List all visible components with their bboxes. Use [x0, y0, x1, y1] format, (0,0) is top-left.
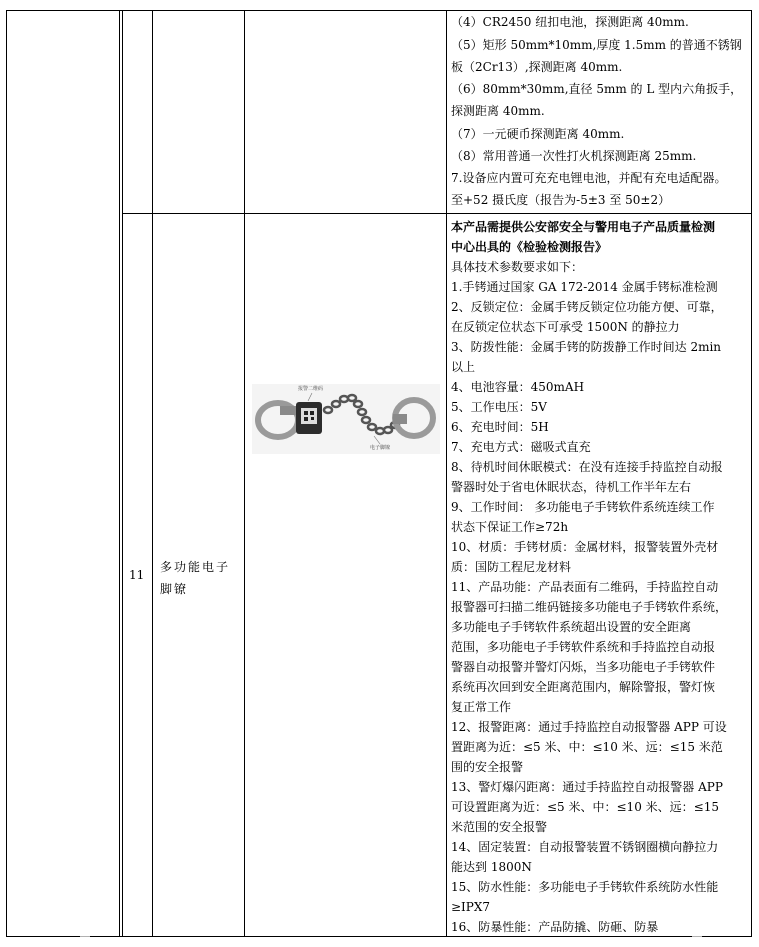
row-number: 11 [129, 568, 145, 582]
table-top-border [6, 10, 752, 11]
spec-line: 15、防水性能：多功能电子手铐软件系统防水性能 [451, 880, 719, 894]
product-name [160, 556, 230, 600]
report-requirement-heading: 本产品需提供公安部安全与警用电子产品质量检测 [451, 220, 716, 234]
column-divider-number [152, 10, 153, 936]
spec-line: （8）常用普通一次性打火机探测距离 25mm. [451, 149, 697, 163]
spec-line: 可设置距离为近：≤5 米、中：≤10 米、远：≤15 [451, 800, 719, 814]
product-name-line: 多功能电子 [160, 560, 231, 574]
spec-line: （4）CR2450 纽扣电池，探测距离 40mm. [451, 15, 689, 29]
spec-line: ≥IPX7 [451, 900, 491, 914]
spec-line: 米范围的安全报警 [451, 820, 548, 834]
image-label-shackle: 电子脚镣 [370, 445, 391, 451]
spec-line: 板（2Cr13）,探测距离 40mm. [451, 60, 623, 74]
spec-line: 7、充电方式：磁吸式直充 [451, 440, 591, 454]
spec-line: 状态下保证工作≥72h [451, 520, 569, 534]
table-double-border-left [119, 10, 120, 936]
spec-line: 复正常工作 [451, 700, 512, 714]
spec-line: 报警器可扫描二维码链接多功能电子手铐软件系统， [451, 600, 728, 614]
spec-line: 警器时处于省电休眠状态，待机工作半年左右 [451, 480, 692, 494]
spec-line: 警器自动报警并警灯闪烁，当多功能电子手铐软件 [451, 660, 716, 674]
spec-line: 具体技术参数要求如下： [451, 260, 584, 274]
spec-line: 能达到 1800N [451, 860, 532, 874]
product-image [252, 384, 440, 454]
spec-line: 以上 [451, 360, 476, 374]
spec-line: 16、防暴性能：产品防撬、防砸、防暴 [451, 920, 659, 934]
report-requirement-heading: 中心出具的《检验检测报告》 [451, 240, 608, 254]
spec-line: （5）矩形 50mm*10mm,厚度 1.5mm 的普通不锈钢 [451, 38, 742, 52]
crop-mark [692, 936, 702, 947]
spec-line: 10、材质：手铐材质：金属材料，报警装置外壳材 [451, 540, 719, 554]
spec-line: 1.手铐通过国家 GA 172-2014 金属手铐标准检测 [451, 280, 718, 294]
crop-mark [80, 936, 90, 947]
column-divider-image [446, 10, 447, 936]
spec-line: 系统再次回到安全距离范围内，解除警报，警灯恢 [451, 680, 716, 694]
spec-line: 范围，多功能电子手铐软件系统和手持监控自动报 [451, 640, 716, 654]
spec-line: 5、工作电压：5V [451, 400, 547, 414]
spec-line: 质：国防工程尼龙材料 [451, 560, 572, 574]
spec-line: 置距离为近：≤5 米、中：≤10 米、远：≤15 米范 [451, 740, 723, 754]
spec-line: 9、工作时间： 多功能电子手铐软件系统连续工作 [451, 500, 715, 514]
row-separator [122, 213, 752, 214]
table-border-right [751, 10, 752, 936]
spec-line: 13、警灯爆闪距离：通过手持监控自动报警器 APP [451, 780, 723, 794]
upper-spec-cell [451, 12, 749, 212]
spec-line: （6）80mm*30mm,直径 5mm 的 L 型内六角扳手， [451, 82, 743, 96]
spec-line: 至+52 摄氏度（报告为-5±3 至 50±2） [451, 193, 671, 207]
spec-line: 11、产品功能：产品表面有二维码，手持监控自动 [451, 580, 719, 594]
lower-spec-cell [451, 217, 749, 937]
spec-line: 围的安全报警 [451, 760, 524, 774]
table-border-left [6, 10, 7, 936]
spec-line: 2、反锁定位：金属手铐反锁定位功能方便、可靠， [451, 300, 723, 314]
spec-line: 8、待机时间休眠模式：在没有连接手持监控自动报 [451, 460, 723, 474]
spec-line: 4、电池容量：450mAH [451, 380, 585, 394]
spec-line: 在反锁定位状态下可承受 1500N 的静拉力 [451, 320, 680, 334]
spec-line: 7.设备应内置可充充电锂电池，并配有充电适配器。 [451, 171, 727, 185]
spec-line: 12、报警距离：通过手持监控自动报警器 APP 可设 [451, 720, 727, 734]
spec-line: 14、固定装置：自动报警装置不锈钢圈横向静拉力 [451, 840, 719, 854]
spec-line: 6、充电时间：5H [451, 420, 549, 434]
spec-line: （7）一元硬币探测距离 40mm. [451, 127, 625, 141]
spec-line: 多功能电子手铐软件系统超出设置的安全距离 [451, 620, 692, 634]
spec-line: 3、防拨性能：金属手铐的防拨静工作时间达 2min [451, 340, 722, 354]
spec-line: 探测距离 40mm. [451, 104, 545, 118]
product-name-line: 脚镣 [160, 582, 189, 596]
image-label-qr: 报警二维码 [298, 386, 324, 392]
column-divider-name [244, 10, 245, 936]
